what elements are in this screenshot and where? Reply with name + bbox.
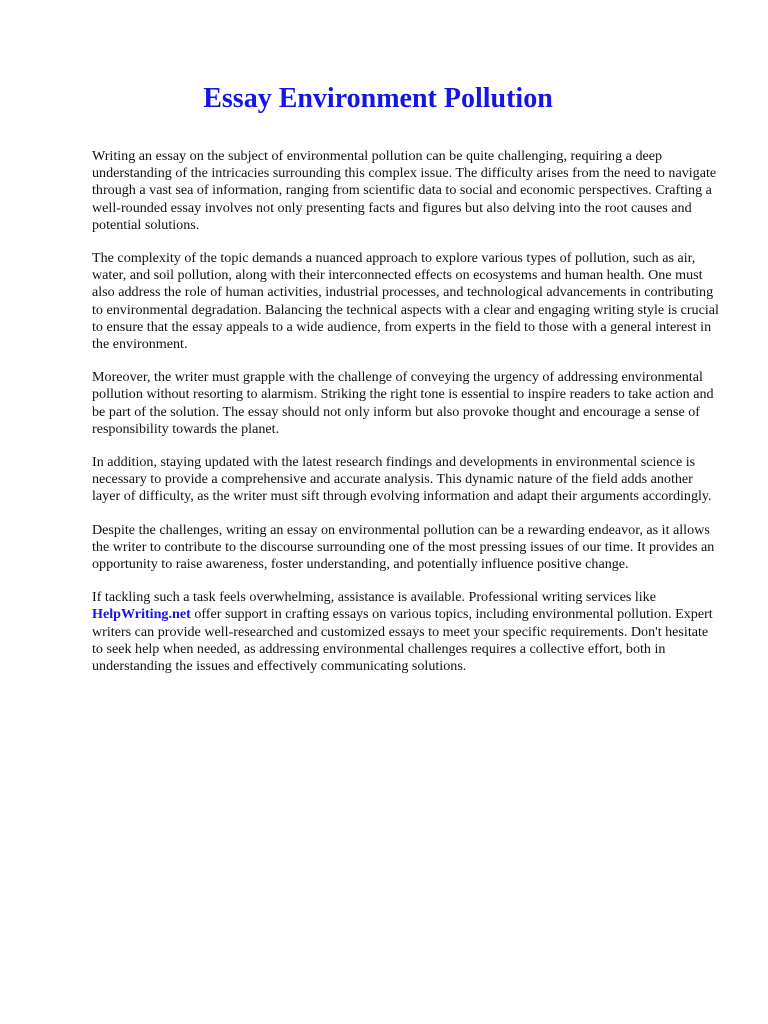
document-body (92, 148, 720, 675)
paragraph-4: In addition, staying updated with the latest research findings and developments in environmental science is necessary to provide a comprehensive and accurate analysis. This dynamic nature of the field adds another layer of difficulty, as the writer must sift through evolving information and adapt their arguments accordingly. (92, 454, 712, 505)
paragraph-2: The complexity of the topic demands a nuanced approach to explore various types of pollution, such as air, water, and soil pollution, along with their interconnected effects on ecosystems and human health. One must also address the role of human activities, industrial processes, and technological advancements in contributing to environmental degradation. Balancing the technical aspects with a clear and engaging writing style is crucial to ensure that the essay appeals to a wide audience, from experts in the field to those with a general interest in the environment. (92, 250, 719, 353)
paragraph-1: Writing an essay on the subject of environmental pollution can be quite challenging, requiring a deep understanding of the intricacies surrounding this complex issue. The difficulty arises from the need to navigate through a vast sea of information, ranging from scientific data to social and economic perspectives. Crafting a well-rounded essay involves not only presenting facts and figures but also delving into the root causes and potential solutions. (92, 148, 717, 233)
paragraph-6-intro: If tackling such a task feels overwhelming, assistance is available. Professional writing services like (92, 589, 656, 606)
document-title: Essay Environment Pollution (203, 83, 553, 114)
helpwriting-link[interactable]: HelpWriting.net (92, 606, 191, 623)
paragraph-6 (92, 589, 720, 675)
paragraph-6-rest: offer support in crafting essays on various topics, including environmental pollution. Expert writers can provide well-researched and customized essays to meet your specific requirements. Don't hesitate to seek help when needed, as addressing environmental challenges requires a collective effort, both in understanding the issues and effectively communicating solutions. (92, 606, 713, 675)
paragraph-3: Moreover, the writer must grapple with the challenge of conveying the urgency of addressing environmental pollution without resorting to alarmism. Striking the right tone is essential to inspire readers to take action and be part of the solution. The essay should not only inform but also provoke thought and encourage a sense of responsibility towards the planet. (92, 369, 714, 437)
paragraph-5: Despite the challenges, writing an essay on environmental pollution can be a rewarding endeavor, as it allows the writer to contribute to the discourse surrounding one of the most pressing issues of our time. It provides an opportunity to raise awareness, foster understanding, and potentially influence positive change. (92, 521, 715, 573)
